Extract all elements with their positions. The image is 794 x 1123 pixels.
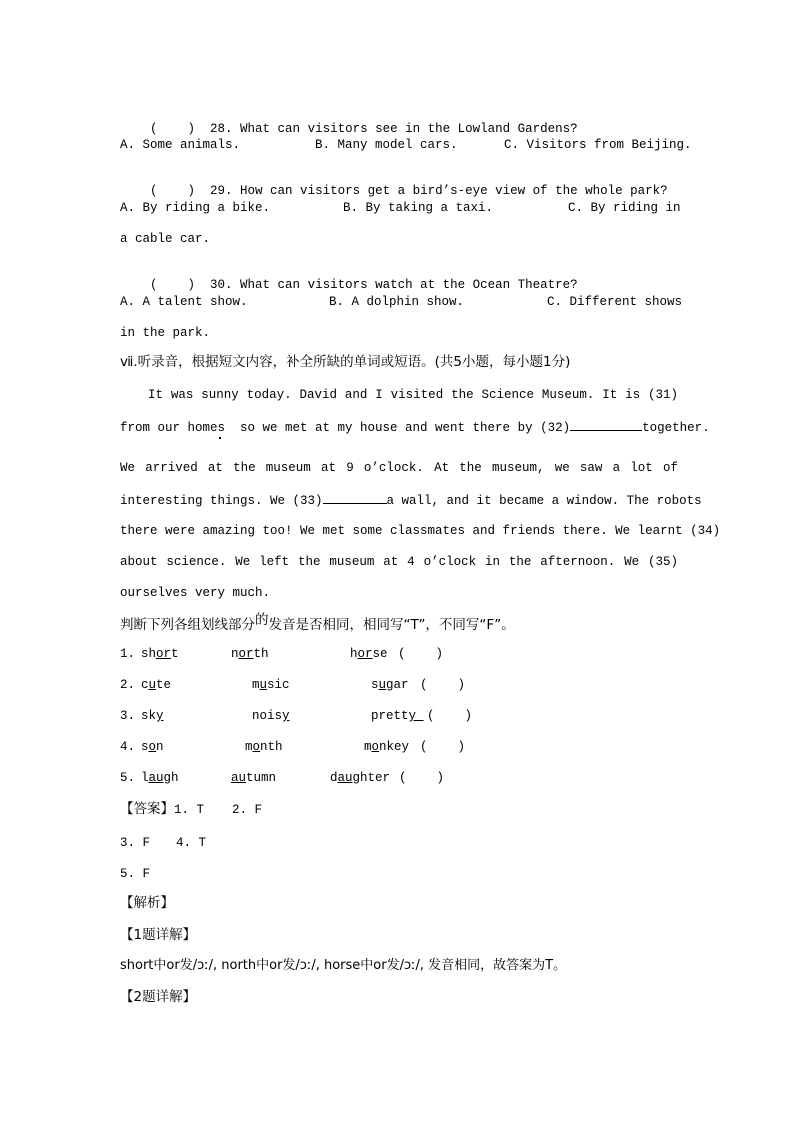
word-1: sky [141,709,164,723]
passage-line-3: We arrived at the museum at 9 o’clock. At the museum, we saw a lot of [120,461,678,475]
answer-paren: ( ) [420,678,466,692]
passage-text: a wall, and it became a window. The robots [386,494,702,508]
analysis-label: 【解析】 [120,895,174,911]
passage-text: together. [642,421,710,435]
q29-option-c-continued: a cable car. [120,232,211,246]
passage-text: interesting things. We (33) [120,494,323,508]
item-number: 4. [120,740,136,754]
q1-detail-text: short中or发/ɔː/, north中or发/ɔː/, horse中or发/ɔː/, 发音相同，故答案为T。 [120,958,567,973]
q28-option-a: A. Some animals. [120,138,241,152]
passage-line-5: there were amazing too! We met some classmates and friends there. We learnt (34) [120,524,721,538]
word-1: laugh [141,771,179,785]
item-number: 2. [120,678,136,692]
word-2: music [252,678,290,692]
section-7-heading: ⅶ.听录音，根据短文内容，补全所缺的单词或短语。(共5小题，每小题1分) [120,354,571,370]
q29-option-c: C. By riding in [568,201,681,215]
answer-label: 【答案】 [120,801,174,817]
answer-paren: ( ) [399,771,445,785]
answer-value: 2. F [232,803,263,817]
passage-line-4 [120,491,702,509]
word-3: pretty [371,709,424,723]
q30-option-a: A. A talent show. [120,295,248,309]
instruction-text: 判断下列各组划线部分 [120,617,255,633]
passage-line-6: about science. We left the museum at 4 o’clock in the afternoon. We (35) [120,555,678,569]
q30-option-b: B. A dolphin show. [329,295,465,309]
answer-paren: ( ) [420,740,466,754]
word-1: son [141,740,164,754]
answer-value: 5. F [120,867,151,881]
answer-blank-33 [323,491,387,504]
word-2: month [245,740,283,754]
answer-blank-32 [570,418,642,431]
item-number: 1. [120,647,136,661]
answer-paren: ( ) [398,647,444,661]
instruction-text: 发音是否相同，相同写“T”，不同写“F”。 [268,617,515,633]
word-3: sugar [371,678,409,692]
passage-line-2 [120,418,710,436]
answer-value: 4. T [176,836,207,850]
word-3: monkey [364,740,410,754]
q1-detail-label: 【1题详解】 [120,927,197,943]
q29-option-a: A. By riding a bike. [120,201,271,215]
q29-option-b: B. By taking a taxi. [343,201,494,215]
word-3: daughter [330,771,391,785]
q30-option-c: C. Different shows [547,295,683,309]
answer-paren: ( ) [150,122,196,136]
passage-text: from our homes so we met at my house and went there by (32) [120,421,571,435]
answer-value: 1. T [174,803,205,817]
passage-line-7: ourselves very much. [120,586,271,600]
word-1: short [141,647,179,661]
word-2: autumn [231,771,277,785]
emphasis-dot [219,437,221,439]
instruction-text: 的 [255,612,269,628]
q28-option-c: C. Visitors from Beijing. [504,138,692,152]
item-number: 3. [120,709,136,723]
answer-value: 3. F [120,836,151,850]
question-stem: 29. How can visitors get a bird’s-eye view of the whole park? [210,184,668,198]
answer-line-1 [120,801,204,818]
q2-detail-label: 【2题详解】 [120,989,197,1005]
answer-paren: ( ) [150,184,196,198]
question-stem: 28. What can visitors see in the Lowland Gardens? [210,122,578,136]
q28-option-b: B. Many model cars. [315,138,458,152]
item-number: 5. [120,771,136,785]
word-2: noisy [252,709,290,723]
phonics-instruction [120,612,515,633]
word-2: north [231,647,269,661]
passage-line-1: It was sunny today. David and I visited the Science Museum. It is (31) [148,388,678,402]
question-stem: 30. What can visitors watch at the Ocean Theatre? [210,278,578,292]
answer-paren: ( ) [427,709,473,723]
q30-option-c-continued: in the park. [120,326,211,340]
word-1: cute [141,678,172,692]
word-3: horse [350,647,388,661]
answer-paren: ( ) [150,278,196,292]
